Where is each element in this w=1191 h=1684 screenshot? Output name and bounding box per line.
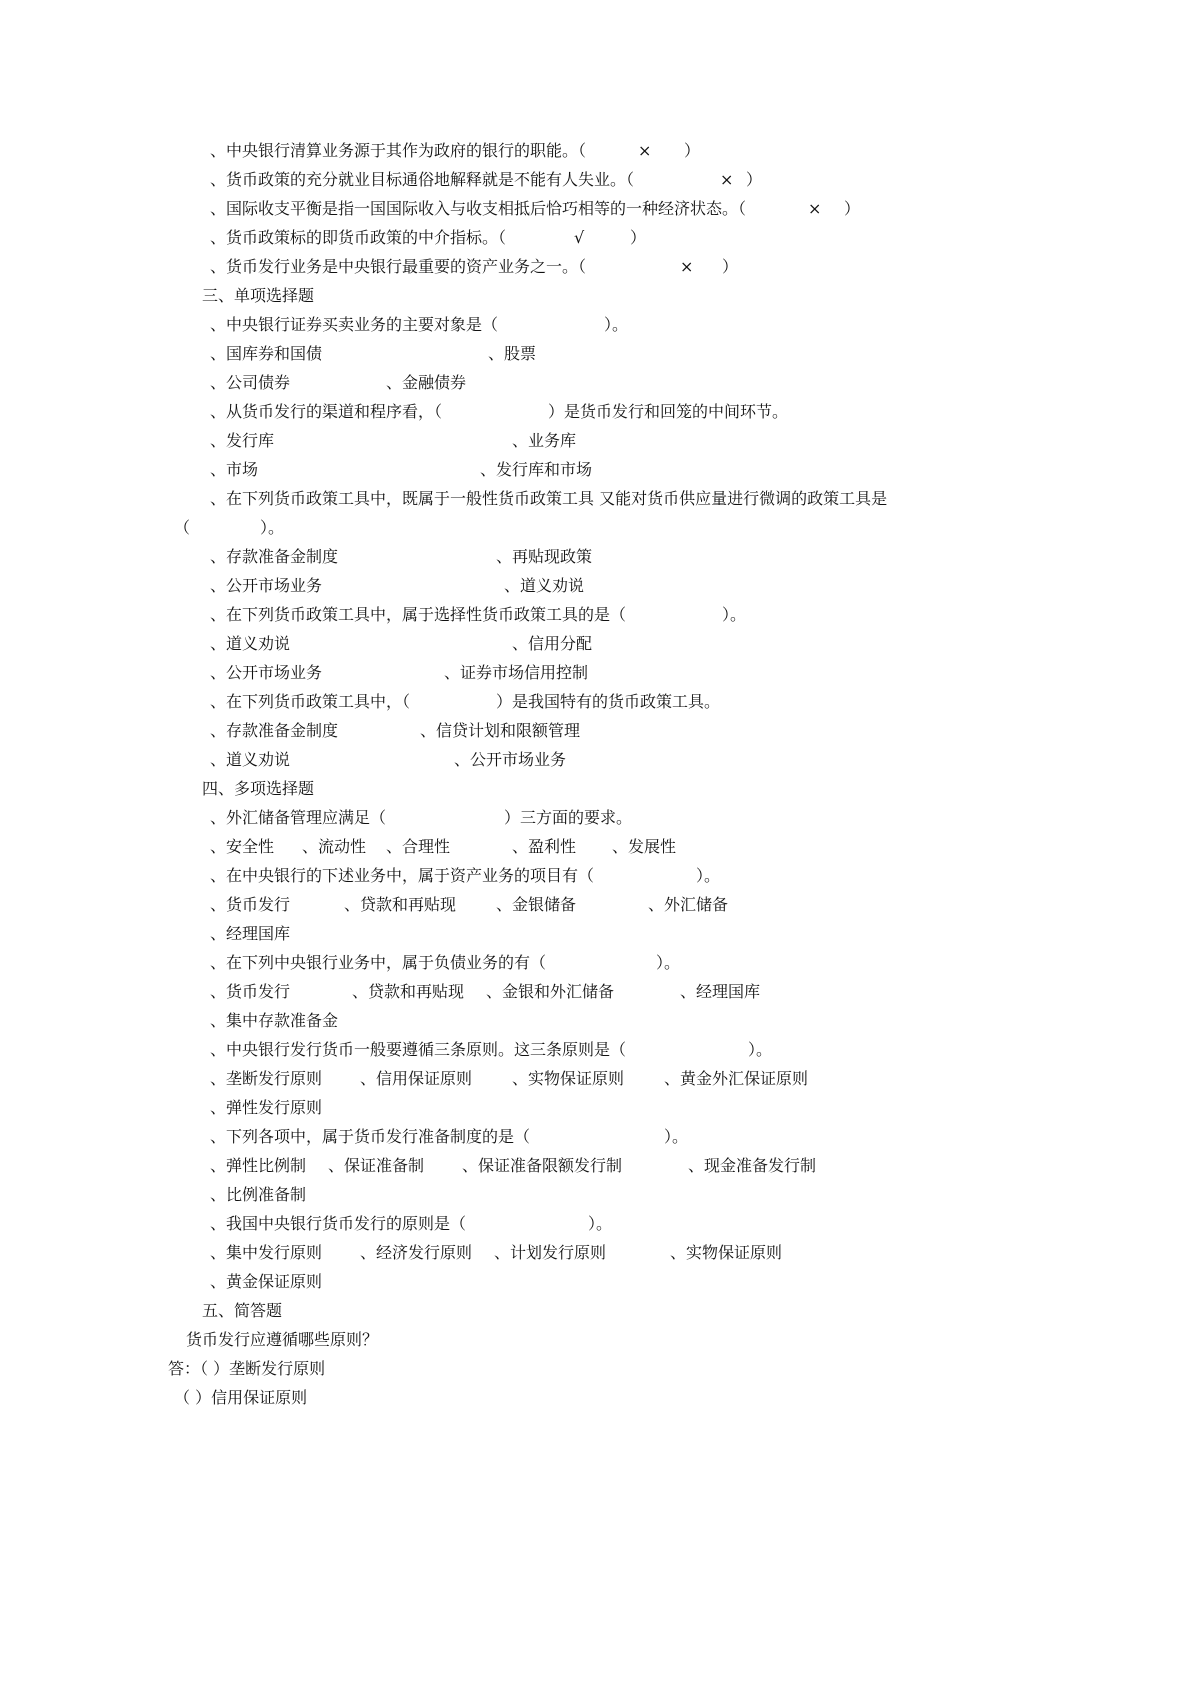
option-a: 、弹性比例制: [210, 1156, 307, 1175]
judgement-text: 、货币政策标的即货币政策的中介指标。（: [210, 228, 507, 247]
question-stem: [210, 952, 681, 974]
question-stem-text: 、我国中央银行货币发行的原则是（: [210, 1214, 467, 1233]
option-a: 、垄断发行原则: [210, 1069, 323, 1088]
question-stem-close: ）是货币发行和回笼的中间环节。: [548, 402, 789, 421]
option-c: 、道义劝说: [210, 750, 291, 769]
option-c: 、公司债券: [210, 373, 291, 392]
judgement-close: ）: [630, 228, 647, 247]
option-row: [210, 1242, 783, 1264]
option-row: [210, 546, 593, 568]
option-d: 、证券市场信用控制: [444, 663, 589, 682]
option-d: 、黄金外汇保证原则: [664, 1069, 809, 1088]
question-stem: [210, 604, 747, 626]
option-row: [210, 459, 593, 481]
question-stem-close: ）。: [748, 1040, 773, 1059]
question-stem-text: 、中央银行证券买卖业务的主要对象是（: [210, 315, 499, 334]
option-c: 、合理性: [386, 837, 451, 856]
option-row: [210, 575, 585, 597]
option-e: 、发展性: [612, 837, 677, 856]
question-stem-text: 、在下列货币政策工具中，（: [210, 692, 411, 711]
option-row: [210, 836, 677, 858]
option-c: 、市场: [210, 460, 259, 479]
question-stem-text: 、在下列货币政策工具中，属于选择性货币政策工具的是（: [210, 605, 627, 624]
option-a: 、货币发行: [210, 895, 291, 914]
option-b: 、贷款和再贴现: [344, 895, 457, 914]
question-stem-text: 、在下列中央银行业务中，属于负债业务的有（: [210, 953, 547, 972]
option-b: 、股票: [488, 344, 537, 363]
judgement-close: ）: [684, 141, 701, 160]
question-stem-close: ）。: [664, 1127, 689, 1146]
option-row: 、比例准备制: [210, 1185, 307, 1204]
section-title: 四、多项选择题: [202, 779, 315, 798]
question-stem-close: ）。: [696, 866, 721, 885]
option-row: [210, 981, 761, 1003]
judgement-text: 、国际收支平衡是指一国国际收入与收支相抵后恰巧相等的一种经济状态。（: [210, 199, 747, 218]
judgement-mark: ×: [808, 199, 822, 218]
judgement-mark: ×: [680, 257, 694, 276]
short-answer-question: 货币发行应遵循哪些原则？: [186, 1330, 379, 1349]
option-a: 、存款准备金制度: [210, 721, 339, 740]
judgement-close: ）: [844, 199, 861, 218]
option-d: 、现金准备发行制: [688, 1156, 817, 1175]
option-a: 、存款准备金制度: [210, 547, 339, 566]
question-stem: [210, 1126, 689, 1148]
option-row: [210, 720, 581, 742]
option-c: 、公开市场业务: [210, 663, 323, 682]
option-row: 、黄金保证原则: [210, 1272, 323, 1291]
option-a: 、安全性: [210, 837, 275, 856]
option-a: 、国库券和国债: [210, 344, 323, 363]
judgement-text: 、货币发行业务是中央银行最重要的资产业务之一。（: [210, 257, 587, 276]
judgement-item: [210, 169, 763, 191]
short-answer-line: 答：（ ）垄断发行原则: [168, 1359, 326, 1378]
judgement-text: 、中央银行清算业务源于其作为政府的银行的职能。（: [210, 141, 587, 160]
judgement-mark: √: [574, 228, 585, 247]
option-row: [210, 343, 537, 365]
option-d: 、经理国库: [680, 982, 761, 1001]
option-b: 、再贴现政策: [496, 547, 593, 566]
question-stem: [210, 865, 721, 887]
judgement-item: [210, 227, 647, 249]
option-c: 、实物保证原则: [512, 1069, 625, 1088]
question-stem-text: 、中央银行发行货币一般要遵循三条原则。这三条原则是（: [210, 1040, 627, 1059]
question-stem: 、在下列货币政策工具中，既属于一般性货币政策工具 又能对货币供应量进行微调的政策工具是: [210, 489, 888, 508]
question-stem-close: ）。: [260, 518, 285, 537]
option-d: 、公开市场业务: [454, 750, 567, 769]
judgement-item: [210, 198, 861, 220]
question-stem-close: ）。: [588, 1214, 613, 1233]
question-stem-text: 、在中央银行的下述业务中，属于资产业务的项目有（: [210, 866, 595, 885]
option-d: 、实物保证原则: [670, 1243, 783, 1262]
judgement-text: 、货币政策的充分就业目标通俗地解释就是不能有人失业。（: [210, 170, 635, 189]
option-d: 、外汇储备: [648, 895, 729, 914]
option-a: 、货币发行: [210, 982, 291, 1001]
judgement-close: ）: [746, 170, 763, 189]
question-stem: [210, 691, 721, 713]
question-stem-open: （: [174, 518, 191, 537]
question-stem-close: ）。: [722, 605, 747, 624]
question-stem-close: ）。: [604, 315, 629, 334]
question-stem: [210, 807, 633, 829]
option-row: 、集中存款准备金: [210, 1011, 339, 1030]
question-stem-close: ）。: [656, 953, 681, 972]
option-a: 、集中发行原则: [210, 1243, 323, 1262]
question-stem: [210, 401, 789, 423]
option-b: 、保证准备制: [328, 1156, 425, 1175]
option-a: 、发行库: [210, 431, 275, 450]
question-stem-text: 、从货币发行的渠道和程序看，（: [210, 402, 443, 421]
option-row: [210, 633, 593, 655]
option-c: 、金银和外汇储备: [486, 982, 615, 1001]
option-b: 、信用保证原则: [360, 1069, 473, 1088]
option-c: 、公开市场业务: [210, 576, 323, 595]
option-row: [210, 1155, 817, 1177]
option-a: 、道义劝说: [210, 634, 291, 653]
question-stem-close: ）三方面的要求。: [504, 808, 633, 827]
option-row: [210, 430, 577, 452]
option-row: [210, 372, 467, 394]
question-stem: [210, 1039, 773, 1061]
judgement-item: [210, 140, 701, 162]
option-row: [210, 662, 589, 684]
question-stem-text: 、下列各项中，属于货币发行准备制度的是（: [210, 1127, 531, 1146]
option-row: [210, 894, 729, 916]
question-stem: [210, 314, 629, 336]
option-c: 、金银储备: [496, 895, 577, 914]
option-b: 、信用分配: [512, 634, 593, 653]
option-c: 、计划发行原则: [494, 1243, 607, 1262]
option-row: 、经理国库: [210, 924, 291, 943]
judgement-item: [210, 256, 739, 278]
short-answer-line: （ ）信用保证原则: [174, 1388, 308, 1407]
option-d: 、盈利性: [512, 837, 577, 856]
option-d: 、道义劝说: [504, 576, 585, 595]
option-b: 、贷款和再贴现: [352, 982, 465, 1001]
section-title: 五、简答题: [202, 1301, 283, 1320]
judgement-close: ）: [722, 257, 739, 276]
option-row: 、弹性发行原则: [210, 1098, 323, 1117]
question-stem-close: ）是我国特有的货币政策工具。: [496, 692, 721, 711]
option-d: 、金融债券: [386, 373, 467, 392]
question-stem: [210, 1213, 613, 1235]
option-b: 、信贷计划和限额管理: [420, 721, 581, 740]
option-b: 、经济发行原则: [360, 1243, 473, 1262]
question-stem-text: 、外汇储备管理应满足（: [210, 808, 387, 827]
option-c: 、保证准备限额发行制: [462, 1156, 623, 1175]
option-row: [210, 749, 567, 771]
question-stem-continuation: [174, 517, 285, 539]
option-d: 、发行库和市场: [480, 460, 593, 479]
judgement-mark: ×: [720, 170, 734, 189]
section-title: 三、单项选择题: [202, 286, 315, 305]
option-b: 、流动性: [302, 837, 367, 856]
judgement-mark: ×: [638, 141, 652, 160]
option-row: [210, 1068, 809, 1090]
option-b: 、业务库: [512, 431, 577, 450]
